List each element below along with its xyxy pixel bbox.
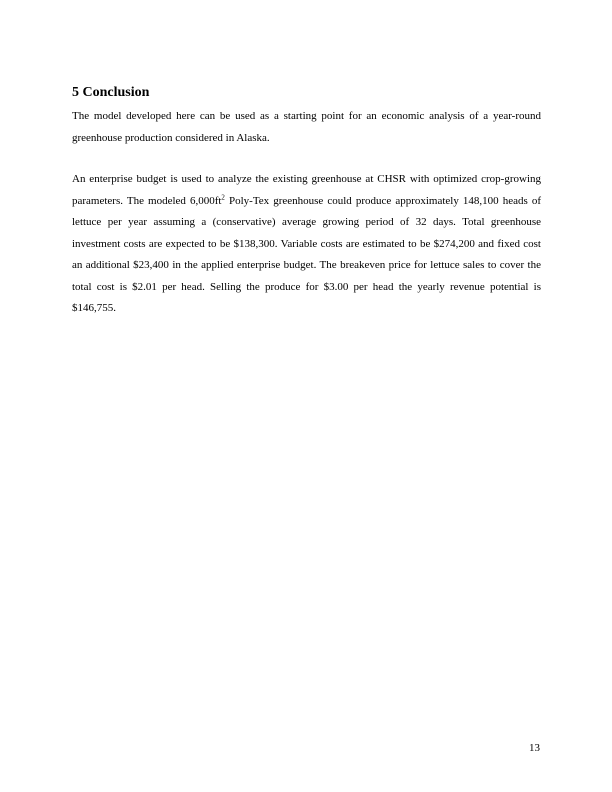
area-unit-superscript: 2 — [221, 192, 225, 201]
page-number: 13 — [529, 742, 540, 754]
paragraph-2-text-part-2: Poly-Tex greenhouse could produce approximately 148,100 heads of lettuce per year assuming a (conservative) average growing period of 32 days. Total greenhouse investment costs are expected to be $138,300. Variable costs are estimated to be $274,200 and fixed cost an additional $23,400 in the applied enterprise budget. The breakeven price for lettuce sales to cover the total cost is $2.01 per head. Selling the produce for $3.00 per head the yearly revenue potential is $146,755. — [72, 194, 541, 314]
conclusion-paragraph-1: The model developed here can be used as a starting point for an economic analysis of a year-round greenhouse production considered in Alaska. — [72, 110, 541, 144]
section-heading: 5 Conclusion — [72, 85, 150, 100]
paragraph-2-text-part-1: An enterprise budget is used to analyze the existing greenhouse at CHSR with optimized crop-growing parameters. The modeled 6,000ft — [72, 173, 541, 207]
page-content — [72, 84, 541, 320]
conclusion-paragraph-2 — [72, 169, 541, 320]
